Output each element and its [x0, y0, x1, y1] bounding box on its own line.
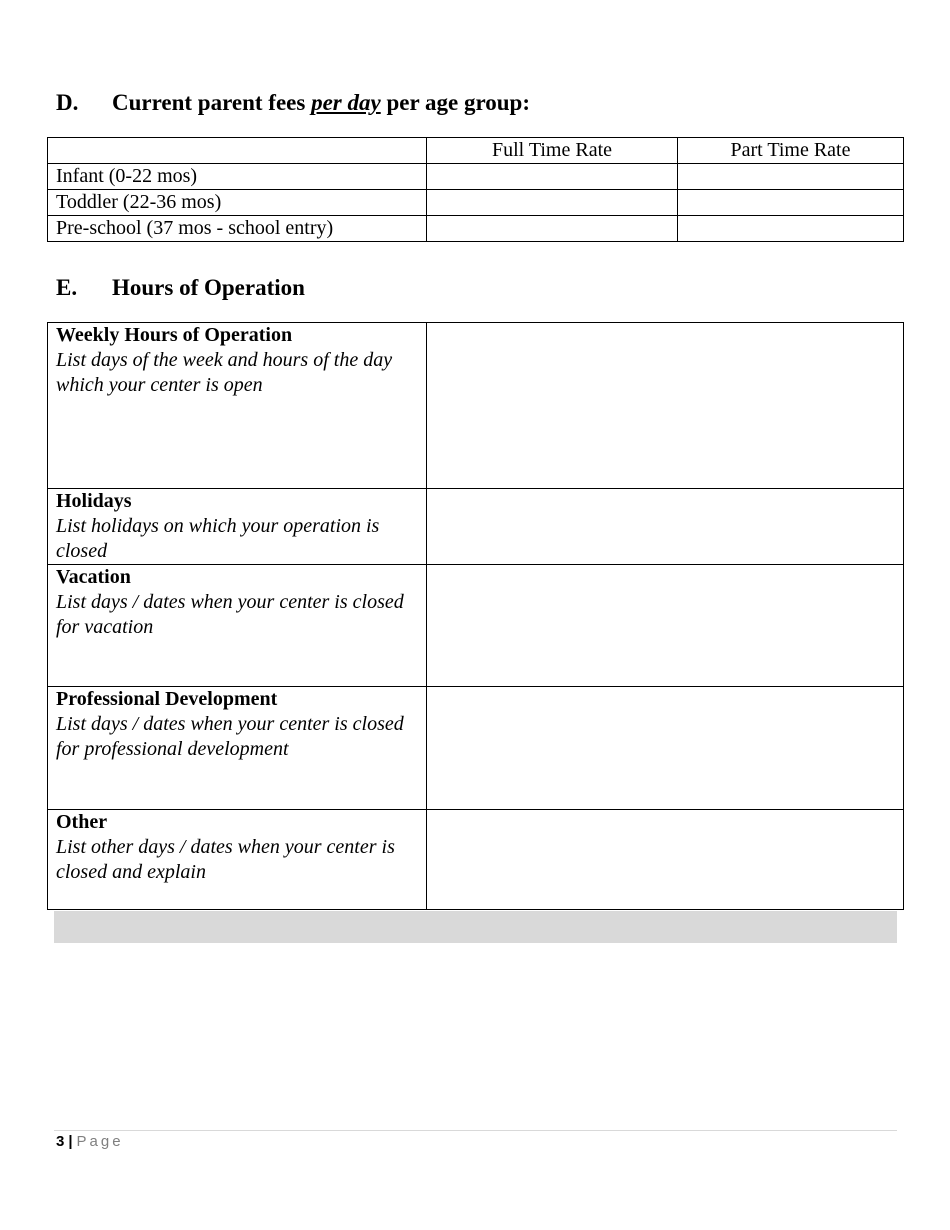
fees-row-infant	[48, 164, 904, 190]
full-time-rate-cell[interactable]	[427, 216, 678, 242]
footer-separator: |	[68, 1133, 73, 1150]
hours-row-title: Professional Development	[56, 688, 278, 710]
hours-row-professional-development	[48, 687, 904, 810]
hours-row-value-cell[interactable]	[427, 687, 904, 810]
footer-divider	[54, 1130, 897, 1131]
hours-row-vacation	[48, 565, 904, 687]
hours-row-title: Vacation	[56, 566, 131, 588]
full-time-rate-cell[interactable]	[427, 164, 678, 190]
hours-row-description: List days / dates when your center is closed for vacation	[56, 591, 404, 638]
hours-row-label	[48, 687, 427, 810]
hours-row-holidays	[48, 489, 904, 565]
hours-row-description: List holidays on which your operation is closed	[56, 515, 380, 562]
section-e-letter: E.	[56, 275, 78, 300]
section-d-letter: D.	[56, 90, 79, 115]
fees-header-row	[48, 138, 904, 164]
fees-row-toddler	[48, 190, 904, 216]
hours-of-operation-table	[47, 322, 904, 910]
fees-row-label: Pre-school (37 mos - school entry)	[48, 216, 427, 242]
part-time-rate-cell[interactable]	[678, 190, 904, 216]
hours-row-other	[48, 810, 904, 910]
hours-row-value-cell[interactable]	[427, 323, 904, 489]
fees-header-part-time: Part Time Rate	[678, 138, 904, 164]
hours-row-description: List days / dates when your center is closed for professional development	[56, 713, 404, 760]
shaded-bar	[54, 911, 897, 943]
hours-row-value-cell[interactable]	[427, 565, 904, 687]
hours-row-label	[48, 489, 427, 565]
fees-row-preschool	[48, 216, 904, 242]
page-number: 3	[56, 1133, 65, 1150]
page-label: Page	[76, 1133, 124, 1150]
hours-row-weekly	[48, 323, 904, 489]
hours-row-title: Holidays	[56, 490, 132, 512]
full-time-rate-cell[interactable]	[427, 190, 678, 216]
part-time-rate-cell[interactable]	[678, 216, 904, 242]
hours-row-title: Weekly Hours of Operation	[56, 324, 293, 346]
fees-header-full-time: Full Time Rate	[427, 138, 678, 164]
hours-row-title: Other	[56, 811, 108, 833]
page-footer	[56, 1133, 124, 1150]
section-d-heading	[56, 90, 530, 116]
section-d-title-before: Current parent fees	[112, 90, 312, 115]
hours-row-description: List days of the week and hours of the day which your center is open	[56, 349, 393, 396]
section-d-title-after: per age group:	[380, 90, 531, 115]
section-e-title: Hours of Operation	[112, 275, 305, 300]
parent-fees-table	[47, 137, 904, 242]
fees-row-label: Toddler (22-36 mos)	[48, 190, 427, 216]
part-time-rate-cell[interactable]	[678, 164, 904, 190]
hours-row-value-cell[interactable]	[427, 489, 904, 565]
hours-row-label	[48, 323, 427, 489]
fees-row-label: Infant (0-22 mos)	[48, 164, 427, 190]
hours-row-label	[48, 810, 427, 910]
section-d-title-emphasis: per day	[311, 90, 381, 115]
fees-header-blank	[48, 138, 427, 164]
section-e-heading	[56, 275, 305, 301]
hours-row-label	[48, 565, 427, 687]
hours-row-value-cell[interactable]	[427, 810, 904, 910]
hours-row-description: List other days / dates when your center is closed and explain	[56, 836, 395, 883]
